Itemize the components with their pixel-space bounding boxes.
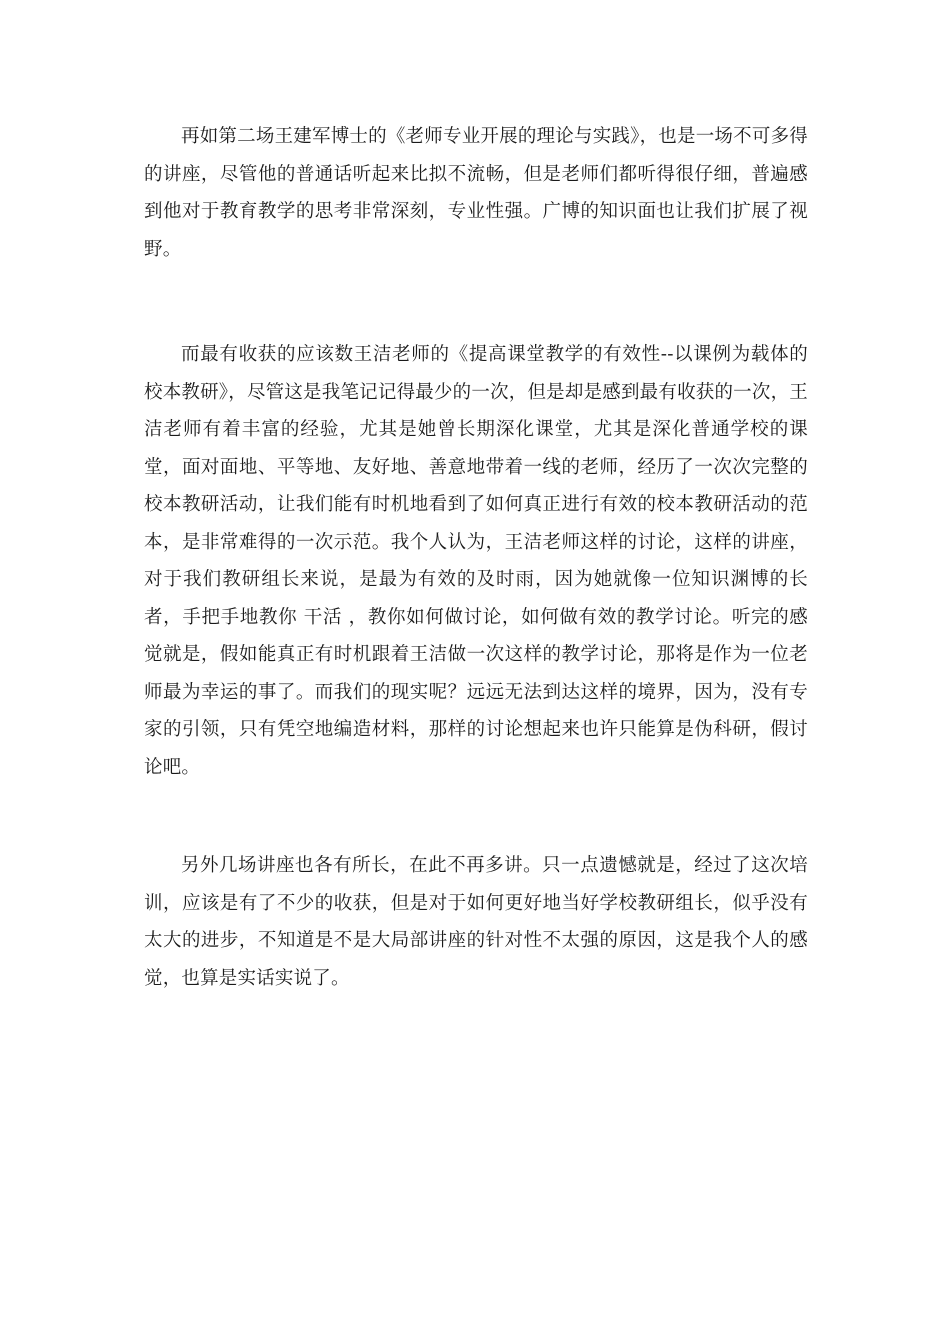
- paragraph-wang-jie-lecture: 而最有收获的应该数王洁老师的《提高课堂教学的有效性--以课例为载体的校本教研》，尽管这是我笔记记得最少的一次，但是却是感到最有收获的一次，王洁老师有着丰富的经验，尤其是她曾长期深化课堂，尤其是深化普通学校的课堂，面对面地、平等地、友好地、善意地带着一线的老师，经历了一次次完整的校本教研活动，让我们能有时机地看到了如何真正进行有效的校本教研活动的范本，是非常难得的一次示范。我个人认为，王洁老师这样的讨论，这样的讲座，对于我们教研组长来说，是最为有效的及时雨，因为她就像一位知识渊博的长者，手把手地教你 干活 ，教你如何做讨论，如何做有效的教学讨论。听完的感觉就是，假如能真正有时机跟着王洁做一次这样的教学讨论，那将是作为一位老师最为幸运的事了。而我们的现实呢？远远无法到达这样的境界，因为，没有专家的引领，只有凭空地编造材料，那样的讨论想起来也许只能算是伪科研，假讨论吧。: [144, 344, 808, 778]
- paragraph-other-lectures: 另外几场讲座也各有所长，在此不再多讲。只一点遗憾就是，经过了这次培训，应该是有了不少的收获，但是对于如何更好地当好学校教研组长，似乎没有太大的进步，不知道是不是大局部讲座的针对性不太强的原因，这是我个人的感觉，也算是实话实说了。: [144, 855, 808, 989]
- paragraph-wang-jianjun-lecture: 再如第二场王建军博士的《老师专业开展的理论与实践》，也是一场不可多得的讲座，尽管他的普通话听起来比拟不流畅，但是老师们都听得很仔细，普遍感到他对于教育教学的思考非常深刻，专业性强。广博的知识面也让我们扩展了视野。: [144, 126, 808, 260]
